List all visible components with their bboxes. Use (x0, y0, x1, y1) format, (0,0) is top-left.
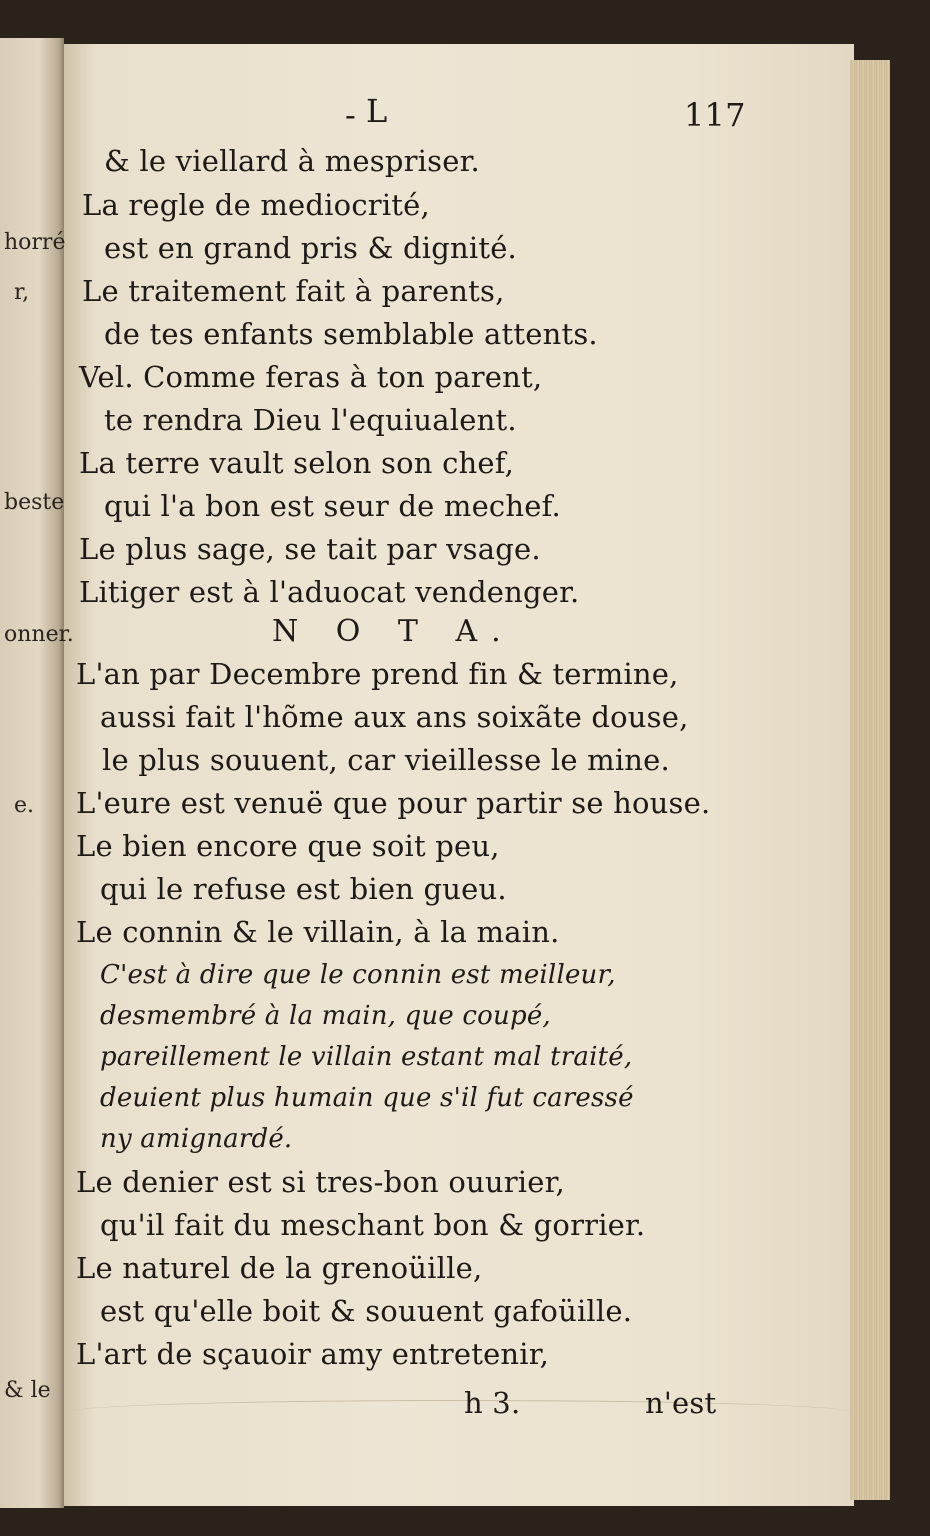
text-line: L'art de sçauoir amy entretenir, (76, 1337, 550, 1371)
text-line: te rendra Dieu l'equiualent. (104, 403, 517, 437)
catchword: n'est (645, 1386, 717, 1420)
gloss-line: pareillement le villain estant mal traité, (100, 1042, 633, 1072)
text-line: Le plus sage, se tait par vsage. (79, 532, 541, 566)
signature-mark: h 3. (464, 1386, 521, 1420)
text-line: Vel. Comme feras à ton parent, (79, 360, 543, 394)
left-margin-fragment: onner. (4, 622, 74, 647)
text-line: aussi fait l'hõme aux ans soixãte douse, (100, 700, 689, 734)
text-line: Litiger est à l'aduocat vendenger. (79, 575, 580, 609)
left-margin-fragment: beste (4, 490, 65, 515)
gloss-line: deuient plus humain que s'il fut caressé (100, 1083, 634, 1113)
gloss-line: C'est à dire que le connin est meilleur, (100, 960, 616, 990)
left-margin-fragment: r, (14, 280, 30, 305)
text-line: Le connin & le villain, à la main. (76, 915, 560, 949)
text-line: est en grand pris & dignité. (104, 231, 517, 265)
left-page-edge (0, 38, 64, 1508)
text-line: le plus souuent, car vieillesse le mine. (102, 743, 670, 777)
text-line: Le naturel de la grenoüille, (76, 1251, 483, 1285)
page-edges (850, 60, 890, 1500)
text-line: de tes enfants semblable attents. (104, 317, 598, 351)
running-dash: - (345, 96, 357, 134)
section-heading-nota: N O T A. (272, 614, 515, 649)
text-line: L'an par Decembre prend fin & termine, (76, 657, 679, 691)
left-margin-fragment: & le (4, 1378, 51, 1403)
paste-crease (70, 1400, 850, 1481)
text-line: Le denier est si tres-bon ouurier, (76, 1165, 565, 1199)
running-head-letter: L (366, 92, 388, 130)
left-margin-fragment: e. (14, 793, 35, 818)
text-line: qui l'a bon est seur de mechef. (104, 489, 561, 523)
text-line: est qu'elle boit & souuent gafoüille. (100, 1294, 633, 1328)
text-line: & le viellard à mespriser. (104, 144, 480, 178)
text-line: La terre vault selon son chef, (79, 446, 515, 480)
page-number: 117 (684, 96, 746, 134)
left-margin-fragment: horré (4, 230, 66, 255)
text-line: qui le refuse est bien gueu. (100, 872, 507, 906)
text-line: qu'il fait du meschant bon & gorrier. (100, 1208, 646, 1242)
text-line: L'eure est venuë que pour partir se house. (76, 786, 711, 820)
text-line: Le traitement fait à parents, (82, 274, 505, 308)
text-line: La regle de mediocrité, (82, 188, 430, 222)
gloss-line: desmembré à la main, que coupé, (100, 1001, 551, 1031)
gloss-line: ny amignardé. (100, 1124, 293, 1154)
text-line: Le bien encore que soit peu, (76, 829, 500, 863)
